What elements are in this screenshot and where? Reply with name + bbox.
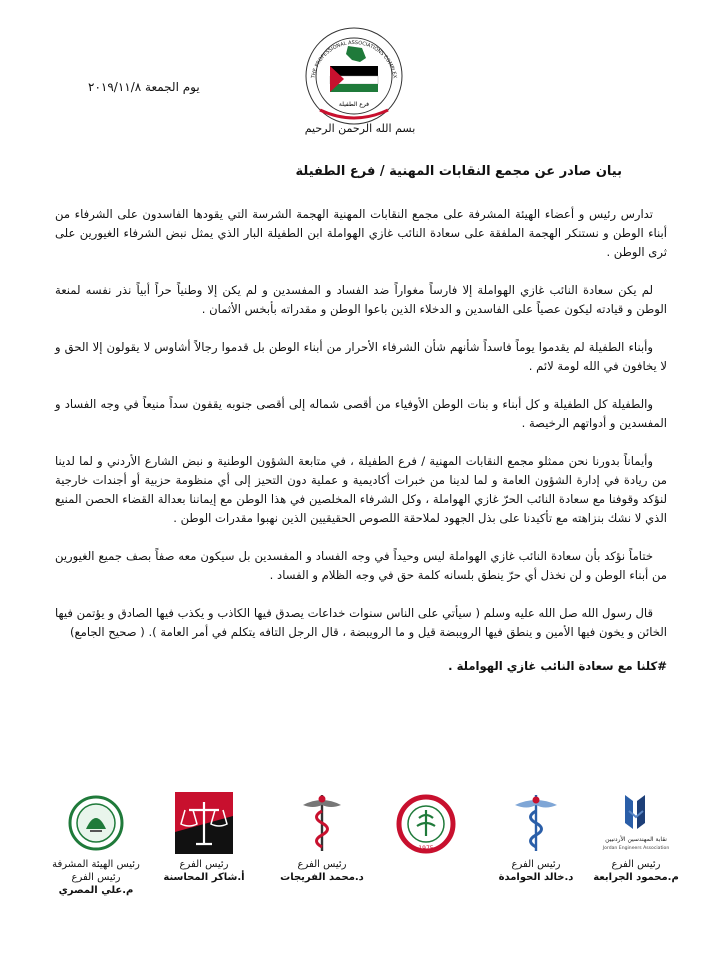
paragraph: وأيماناً بدورنا نحن ممثلو مجمع النقابات المهنية / فرع الطفيلة ، في متابعة الشؤون الوطنية و نبض الشارع الأردني و لما لدينا من ريادة في إدارة الشؤون العامة و لما لدينا من خبرات أكاديمية و عملية دون التحيز إلى أي منظومة حزبية أو أجندات خارجية لنؤكد وقوفنا مع سعادة النائب الحرّ غازي الهواملة ، وكل الشرفاء المخلصين في هذا الوطن مع إيماننا بعدالة القضاء الحصن المنيع الذي لا نشك بنزاهته مع تأكيدنا على بذل الجهود لملاحقة اللصوص الحقيقيين الذين نهبوا مقدرات الوطن . bbox=[55, 454, 667, 525]
paragraph: والطفيلة كل الطفيلة و كل أبناء و بنات الوطن الأوفياء من أقصى شماله إلى أقصى جنوبه يقفون سداً منيعاً في وجه الفساد و المفسدين و أدواتهم الرخيصة . bbox=[55, 397, 667, 430]
jordan-engineers-logo-icon bbox=[591, 789, 681, 857]
date-line: يوم الجمعة ٢٠١٩/١١/٨ bbox=[88, 80, 200, 94]
signature-title: رئيس الفرع bbox=[179, 859, 229, 870]
signature-name: م.محمود الجرابعة bbox=[593, 872, 679, 883]
basmala: بسم الله الرحمن الرحيم bbox=[304, 122, 416, 135]
signature-name: د.محمد الفريجات bbox=[280, 872, 364, 883]
paragraph: ختاماً نؤكد بأن سعادة النائب غازي الهواملة ليس وحيداً في وجه الفساد و المفسدين بل سيكون معه صفاً بصف جميع الغيورين من أبناء الوطن و لن نخذل أي حرّ ينطق بلسانه كلمة حق في وجه الظلام و الفساد . bbox=[55, 549, 667, 582]
paragraph: لم يكن سعادة النائب غازي الهواملة إلا فارساً مغواراً ضد الفساد و المفسدين و لم يكن إلا وطنياً حراً أبياً نذر نفسه لمنعة الوطن و قيادته ليكون عصياً على الفاسدين و الدخلاء الذين باعوا الوطن و مقدراته بأبخس الأثمان . bbox=[55, 283, 667, 316]
svg-text:1975: 1975 bbox=[418, 845, 434, 852]
signature-name: د.خالد الحوامدة bbox=[498, 872, 574, 883]
svg-text:نقابة المهندسين الأردنيين: نقابة المهندسين الأردنيين bbox=[605, 836, 667, 843]
statement-body bbox=[55, 205, 667, 695]
agricultural-emblem-icon bbox=[395, 790, 457, 856]
paragraph: تدارس رئيس و أعضاء الهيئة المشرفة على مجمع النقابات المهنية الهجمة الشرسة التي يقودها الفاسدون على الشرفاء من أبناء الوطن و نستنكر الهجمة الملفقة على سعادة النائب غازي الهواملة ابن الطفيلة البار الذي يمثل نبض الشرفاء الغيورين على ثرى الوطن . bbox=[55, 207, 667, 259]
associations-complex-logo-icon bbox=[300, 22, 408, 132]
medical-caduceus-icon bbox=[295, 791, 349, 855]
signature-block bbox=[40, 788, 152, 897]
statement-title: بيان صادر عن مجمع النقابات المهنية / فرع الطفيلة bbox=[295, 164, 622, 179]
signature-name: أ.شاكر المحاسنة bbox=[163, 872, 245, 883]
svg-text:Jordan Engineers Association: Jordan Engineers Association bbox=[602, 846, 670, 851]
svg-text:THE PROFESSIONAL ASSOCIATIONS: THE PROFESSIONAL ASSOCIATIONS COMPLEX bbox=[310, 39, 398, 79]
hashtag-line: #كلنا مع سعادة النائب غازي الهواملة . bbox=[448, 659, 667, 673]
signature-subtitle: رئيس الفرع bbox=[71, 872, 121, 883]
signatures-row bbox=[40, 788, 690, 908]
signature-block bbox=[480, 788, 592, 884]
svg-text:فرع الطفيلة: فرع الطفيلة bbox=[338, 101, 370, 108]
signature-block bbox=[370, 788, 482, 858]
signature-title: رئيس الفرع bbox=[511, 859, 561, 870]
signature-title: رئيس الفرع bbox=[297, 859, 347, 870]
paragraph: قال رسول الله صل الله عليه وسلم ( سيأتي على الناس سنوات خداعات يصدق فيها الكاذب و يكذب فيها الصادق و يؤتمن فيها الخائن و يخون فيها الأمين و ينطق فيها الرويبضة قيل و ما الرويبضة ، قال الرجل التافه يتكلم في أمر العامة ). ( صحيح الجامع) bbox=[55, 606, 667, 639]
signature-title: رئيس الهيئة المشرفة bbox=[52, 859, 140, 870]
dentists-caduceus-icon bbox=[509, 791, 563, 855]
paragraph: وأبناء الطفيلة لم يقدموا يوماً فاسداً شأنهم شأن الشرفاء الأحرار من أبناء الوطن بل قدموا رجالاً أشاوس لا يقولون إلا الحق و لا يخافون في الله لومة لائم . bbox=[55, 340, 667, 373]
signature-title: رئيس الفرع bbox=[611, 859, 661, 870]
signature-block bbox=[580, 788, 692, 884]
signature-block bbox=[266, 788, 378, 884]
signature-name: م.علي المصري bbox=[58, 885, 134, 896]
engineers-emblem-icon bbox=[68, 793, 124, 853]
lawyers-scales-icon bbox=[175, 792, 233, 854]
signature-block bbox=[148, 788, 260, 884]
